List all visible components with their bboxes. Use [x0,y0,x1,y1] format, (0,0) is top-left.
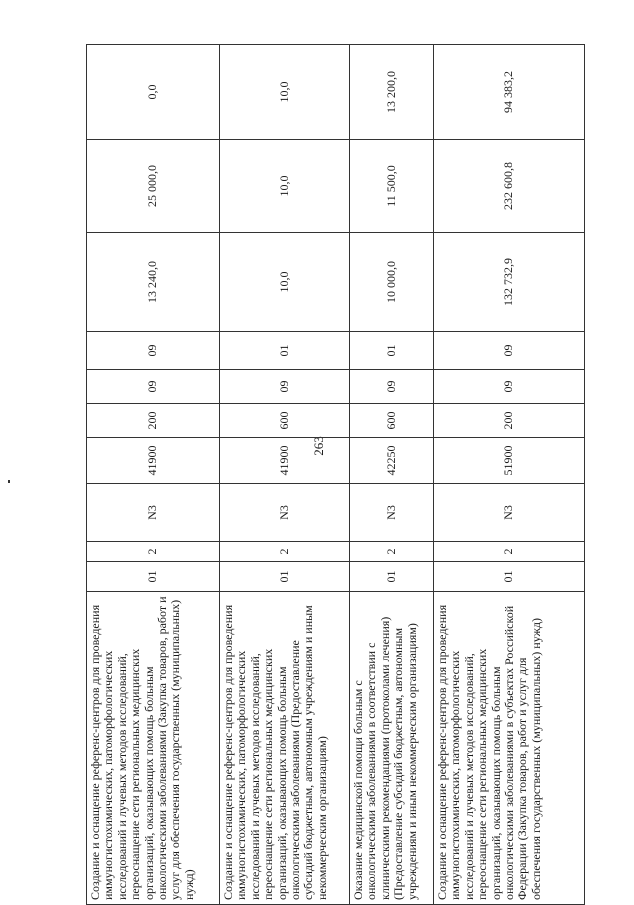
code-direction: 51900 [434,438,585,484]
code-direction: 41900 [87,438,220,484]
row-description: Создание и оснащение референс-центров для проведения иммуногистохимических, патоморфологических исследований и лучевых методов исследований, переоснащение сети региональных медицинских организаций, оказывающих помощь больным онкологическими заболеваниями (Предоставление субсидий бюджетным, автономным учреждениям и иным некоммерческим организациям) [220,592,350,905]
code-expense-type: 200 [434,404,585,438]
budget-table [86,44,585,905]
page-number: 263 [310,436,326,456]
code-subprogram: 2 [434,542,585,562]
budget-table-wrapper [86,45,606,905]
code-subsection: 09 [434,332,585,370]
table-row [434,45,585,905]
amount-year-1: 132 732,9 [434,233,585,332]
code-section: 09 [87,370,220,404]
amount-year-3: 13 200,0 [350,45,434,140]
code-program: 01 [220,562,350,592]
amount-year-2: 25 000,0 [87,140,220,233]
code-project: N3 [434,484,585,542]
table-row [87,45,220,905]
row-description: Создание и оснащение референс-центров для проведения иммуногистохимических, патоморфологических исследований и лучевых методов исследований, переоснащение сети региональных медицинских организаций, оказывающих помощь больным онкологическими заболеваниями (Закупка товаров, работ и услуг для обеспечения государственных (муниципальных) нужд) [87,592,220,905]
code-subsection: 01 [350,332,434,370]
code-program: 01 [434,562,585,592]
amount-year-1: 10,0 [220,233,350,332]
code-section: 09 [434,370,585,404]
table-row [350,45,434,905]
row-description: Создание и оснащение референс-центров для проведения иммуногистохимических, патоморфологических исследований и лучевых методов исследований, переоснащение сети региональных медицинских организаций, оказывающих помощь больным онкологическими заболеваниями в субъектах Российской Федерации (Закупка товаров, работ и услуг для обеспечения государственных (муниципальных) нужд) [434,592,585,905]
amount-year-2: 10,0 [220,140,350,233]
code-direction: 41900 [220,438,350,484]
code-program: 01 [350,562,434,592]
code-subprogram: 2 [87,542,220,562]
code-section: 09 [220,370,350,404]
row-description: Оказание медицинской помощи больным с онкологическими заболеваниями в соответствии с клиническими рекомендациями (протоколами лечения) (Предоставление субсидий бюджетным, автономным учреждениям и иным некоммерческим организациям) [350,592,434,905]
code-project: N3 [220,484,350,542]
code-expense-type: 200 [87,404,220,438]
code-subprogram: 2 [350,542,434,562]
amount-year-3: 10,0 [220,45,350,140]
code-direction: 42250 [350,438,434,484]
amount-year-1: 10 000,0 [350,233,434,332]
amount-year-2: 11 500,0 [350,140,434,233]
code-subsection: 09 [87,332,220,370]
amount-year-3: 0,0 [87,45,220,140]
code-program: 01 [87,562,220,592]
code-expense-type: 600 [350,404,434,438]
code-project: N3 [350,484,434,542]
code-subprogram: 2 [220,542,350,562]
code-section: 09 [350,370,434,404]
code-expense-type: 600 [220,404,350,438]
code-project: N3 [87,484,220,542]
scan-speck [8,480,10,483]
amount-year-1: 13 240,0 [87,233,220,332]
amount-year-3: 94 383,2 [434,45,585,140]
table-row [220,45,350,905]
amount-year-2: 232 600,8 [434,140,585,233]
code-subsection: 01 [220,332,350,370]
